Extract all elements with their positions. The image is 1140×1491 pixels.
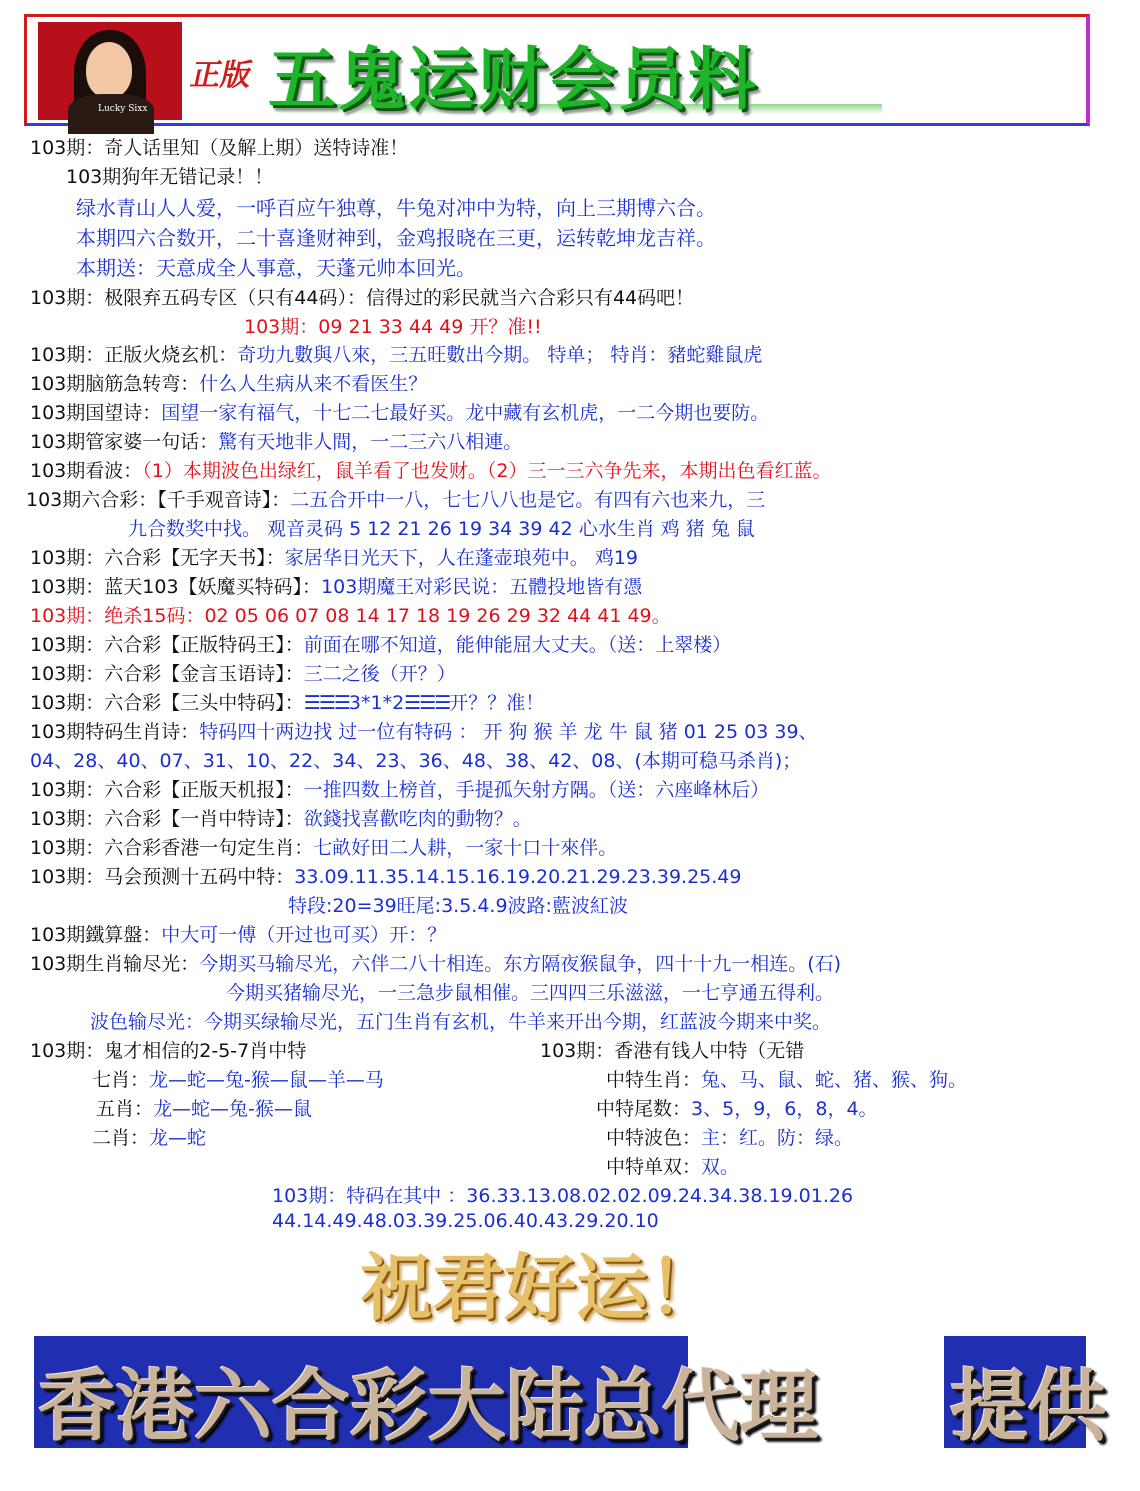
- line-zodiac-poem-label: 103期特码生肖诗：: [30, 721, 200, 743]
- line-fire-label: 103期：正版火烧玄机：: [30, 344, 238, 366]
- photo-face: [86, 42, 132, 98]
- photo-body: [68, 94, 154, 134]
- line-lose-zodiac: [30, 949, 841, 976]
- line-limit: 103期：极限弃五码专区（只有44码）：信得过的彩民就当六合彩只有44码吧！: [30, 287, 695, 309]
- bars-right: ☰☰☰: [404, 692, 450, 714]
- line-guanyin-label: 103期六合彩：【千手观音诗】：: [26, 489, 291, 511]
- line-record: 103期狗年无错记录！！: [66, 166, 274, 188]
- line-wave: [30, 456, 831, 483]
- line-jinyan-text: 三二之後（开？）: [303, 663, 456, 685]
- right-block-row-3: [606, 1123, 853, 1150]
- line-lose-color-text: 今期买绿输尽光，五门生肖有玄机，牛羊来开出今期，红蓝波今期来中奖。: [204, 1011, 832, 1033]
- line-santou-end: 开？？准！: [449, 692, 545, 714]
- good-luck-slogan: 祝君好运！: [360, 1245, 721, 1330]
- line-wave-label: 103期看波：: [30, 460, 143, 482]
- provider-banner-text: 提供: [950, 1361, 1107, 1452]
- line-intro: 103期：奇人话里知（及解上期）送特诗准！: [30, 137, 409, 159]
- line-yixiao: [30, 804, 532, 831]
- line-demon-label: 103期：蓝天103【妖魔买特码】：: [30, 576, 322, 598]
- line-fire-text: 奇功九數與八來，三五旺數出今期。 特单； 特肖：豬蛇雞鼠虎: [237, 344, 763, 366]
- poem-line-3: 本期送：天意成全人事意，天蓬元帅本回光。: [76, 256, 476, 280]
- line-wave-text: （1）本期波色出绿红，鼠羊看了也发财。（2）三一三六争先来，本期出色看红蓝。: [142, 460, 832, 482]
- line-demon-text: 103期魔王对彩民说：五體投地皆有憑: [321, 576, 643, 598]
- special-line-2: 44.14.49.48.03.39.25.06.40.43.29.20.10: [272, 1210, 659, 1232]
- line-guanyin-text: 二五合开中一八，七七八八也是它。有四有六也来九，三: [290, 489, 766, 511]
- provider-banner: [944, 1336, 1107, 1452]
- line-tema-king: [30, 630, 731, 657]
- photo-signature: Lucky Sixx: [98, 104, 148, 114]
- line-yixiao-text: 欲錢找喜歡吃肉的動物？。: [303, 808, 532, 830]
- line-horse15-label: 103期：马会预测十五码中特：: [30, 866, 295, 888]
- poem-line-2: 本期四六合数开，二十喜逢财神到，金鸡报晓在三更，运转乾坤龙吉祥。: [76, 226, 716, 250]
- line-riddle-label: 103期脑筋急转弯：: [30, 373, 200, 395]
- line-tianji-label: 103期：六合彩【正版天机报】：: [30, 779, 304, 801]
- line-guanyin-cont: 九合数奖中找。 观音灵码 5 12 21 26 19 34 39 42 心水生肖 鸡 猪 兔 鼠: [128, 518, 755, 540]
- line-lose-zodiac-label: 103期生肖输尽光：: [30, 953, 200, 975]
- line-tianji-text: 一推四数上榜首，手提孤矢射方隅。（送：六座峰林后）: [303, 779, 770, 801]
- line-jinyan: [30, 659, 456, 686]
- page-title: 五鬼运财会员料: [268, 41, 759, 120]
- line-guowang-text: 国望一家有福气，十七二七最好买。龙中藏有玄机虎，一二今期也要防。: [161, 402, 770, 424]
- line-tianshu-label: 103期：六合彩【无字天书】：: [30, 547, 285, 569]
- line-housekeeper-label: 103期管家婆一句话：: [30, 431, 219, 453]
- line-zodiac-numbers: 04、28、40、07、31、10、22、34、23、36、48、38、42、08、(本期可稳马杀肖)；: [30, 750, 802, 772]
- line-guowang-label: 103期国望诗：: [30, 402, 162, 424]
- line-housekeeper-text: 驚有天地非人間，一二三六八相連。: [218, 431, 523, 453]
- line-demon: [30, 572, 642, 599]
- left-row-2-value: 龙—蛇—兔-猴—鼠: [153, 1098, 312, 1120]
- line-lose-zodiac-text: 今期买马输尽光，六伴二八十相连。东方隔夜猴鼠争，四十十九一相连。(石): [199, 953, 842, 975]
- line-zodiac-poem-text: 特码四十两边找 过一位有特码 ： 开 狗 猴 羊 龙 牛 鼠 猪 01 25 03 39、: [199, 721, 818, 743]
- right-block-row-1: [606, 1065, 967, 1092]
- line-kill15: 103期：绝杀15码：02 05 06 07 08 14 17 18 19 26 29 32 44 41 49。: [30, 605, 671, 627]
- special-line-1: 103期：特码在其中 ：36.33.13.08.02.02.09.24.34.38.19.01.26: [272, 1185, 854, 1207]
- right-row-1-label: 中特生肖：: [606, 1069, 702, 1091]
- agent-banner-text: 香港六合彩大陆总代理: [38, 1361, 819, 1452]
- line-zodiac-poem: [30, 717, 818, 744]
- left-block-row-1: [92, 1065, 384, 1092]
- line-tianji: [30, 775, 769, 802]
- right-row-4-label: 中特单双：: [606, 1156, 702, 1178]
- left-row-1-label: 七肖：: [92, 1069, 150, 1091]
- brand-mark: 正版: [187, 58, 255, 93]
- right-block-row-4: [606, 1152, 739, 1179]
- line-hk-zodiac-text: 七畝好田二人耕，一家十口十來伴。: [313, 837, 618, 859]
- line-numbers-red: 103期：09 21 33 44 49 开？准!!: [244, 316, 542, 338]
- line-horse15: [30, 862, 742, 889]
- line-lose-color-label: 波色输尽光：: [90, 1011, 205, 1033]
- line-santou-code: 3*1*2: [348, 692, 405, 714]
- bars-left: ☰☰☰: [303, 692, 349, 714]
- line-segment: 特段:20=39旺尾:3.5.4.9波路:藍波紅波: [288, 895, 628, 917]
- left-row-1-value: 龙—蛇—兔-猴—鼠—羊—马: [149, 1069, 384, 1091]
- line-fire: [30, 340, 762, 367]
- line-yixiao-label: 103期：六合彩【一肖中特诗】：: [30, 808, 304, 830]
- left-row-3-value: 龙—蛇: [149, 1127, 207, 1149]
- line-riddle: [30, 369, 427, 396]
- line-tianshu: [30, 543, 638, 570]
- line-jinyan-label: 103期：六合彩【金言玉语诗】：: [30, 663, 304, 685]
- right-row-2-value: 3、5，9，6，8，4。: [691, 1098, 878, 1120]
- line-horse15-numbers: 33.09.11.35.14.15.16.19.20.21.29.23.39.25.49: [294, 866, 742, 888]
- host-photo: [38, 22, 182, 120]
- right-row-1-value: 兔、马、鼠、蛇、猪、猴、狗。: [701, 1069, 968, 1091]
- agent-banner: [34, 1336, 819, 1452]
- line-abacus-label: 103期鐵算盤：: [30, 924, 162, 946]
- right-row-2-label: 中特尾数：: [596, 1098, 692, 1120]
- line-guowang: [30, 398, 769, 425]
- left-row-3-label: 二肖：: [92, 1127, 150, 1149]
- line-santou: [30, 688, 544, 715]
- line-tianshu-text: 家居华日光天下，人在蓬壶琅苑中。 鸡19: [284, 547, 638, 569]
- left-row-2-label: 五肖：: [96, 1098, 154, 1120]
- line-lose-pig: 今期买猪输尽光，一三急步鼠相催。三四四三乐滋滋，一七亨通五得利。: [226, 982, 835, 1004]
- line-hk-zodiac: [30, 833, 617, 860]
- line-housekeeper: [30, 427, 522, 454]
- line-tema-king-label: 103期：六合彩【正版特码王】：: [30, 634, 304, 656]
- right-block-heading: 103期：香港有钱人中特（无错: [540, 1040, 805, 1062]
- line-riddle-text: 什么人生病从来不看医生？: [199, 373, 428, 395]
- line-guanyin: [26, 485, 765, 512]
- right-row-4-value: 双。: [701, 1156, 740, 1178]
- left-block-row-2: [96, 1094, 312, 1121]
- right-row-3-value: 主：红。防：绿。: [701, 1127, 854, 1149]
- line-lose-color: [90, 1007, 831, 1034]
- right-row-3-label: 中特波色：: [606, 1127, 702, 1149]
- line-tema-king-text: 前面在哪不知道，能伸能屈大丈夫。（送：上翠楼）: [303, 634, 732, 656]
- line-hk-zodiac-label: 103期：六合彩香港一句定生肖：: [30, 837, 314, 859]
- line-abacus-text: 中大可一傅（开过也可买）开：？: [161, 924, 447, 946]
- left-block-heading: 103期：鬼才相信的2-5-7肖中特: [30, 1040, 307, 1062]
- line-santou-label: 103期：六合彩【三头中特码】：: [30, 692, 304, 714]
- left-block-row-3: [92, 1123, 206, 1150]
- right-block-row-2: [596, 1094, 878, 1121]
- poem-line-1: 绿水青山人人爱，一呼百应午独尊，牛兔对冲中为特，向上三期博六合。: [76, 196, 716, 220]
- line-abacus: [30, 920, 446, 947]
